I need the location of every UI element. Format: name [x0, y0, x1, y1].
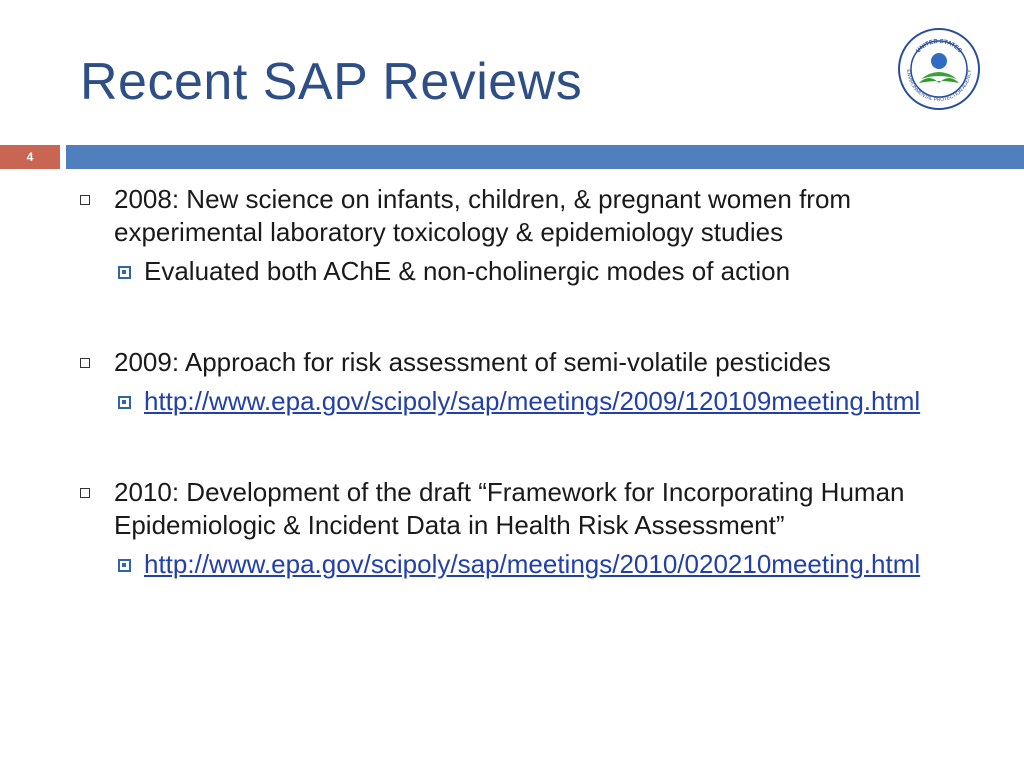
sub-bullet-item — [118, 548, 980, 581]
bullet-text: 2008: New science on infants, children, & pregnant women from experimental laboratory toxicology & epidemiology studies — [114, 184, 852, 247]
meeting-2010-link[interactable]: http://www.epa.gov/scipoly/sap/meetings/2010/020210meeting.html — [144, 549, 921, 579]
sub-bullet-text: Evaluated both AChE & non-cholinergic modes of action — [144, 256, 791, 286]
page-number: 4 — [0, 145, 60, 169]
square-sub-bullet-icon — [118, 396, 131, 409]
epa-seal-icon — [897, 27, 981, 111]
square-bullet-icon — [80, 195, 90, 205]
bullet-item — [80, 183, 980, 288]
sub-bullet-item — [118, 255, 980, 288]
logo-bottom-text: ENVIRONMENTAL PROTECTION AGENCY — [904, 69, 974, 104]
meeting-2009-link[interactable]: http://www.epa.gov/scipoly/sap/meetings/2009/120109meeting.html — [144, 386, 921, 416]
square-sub-bullet-icon — [118, 266, 131, 279]
slide-title: Recent SAP Reviews — [80, 53, 583, 111]
bullet-list — [80, 183, 980, 581]
header-bar — [66, 145, 1024, 169]
bullet-item — [80, 346, 980, 418]
square-sub-bullet-icon — [118, 559, 131, 572]
logo-top-text: UNITED STATES — [915, 38, 963, 55]
sub-bullet-item — [118, 385, 980, 418]
square-bullet-icon — [80, 488, 90, 498]
bullet-text: 2010: Development of the draft “Framework for Incorporating Human Epidemiologic & Incident Data in Health Risk Assessment” — [114, 477, 905, 540]
square-bullet-icon — [80, 358, 90, 368]
bullet-item — [80, 476, 980, 581]
bullet-text: 2009: Approach for risk assessment of semi-volatile pesticides — [114, 347, 831, 377]
